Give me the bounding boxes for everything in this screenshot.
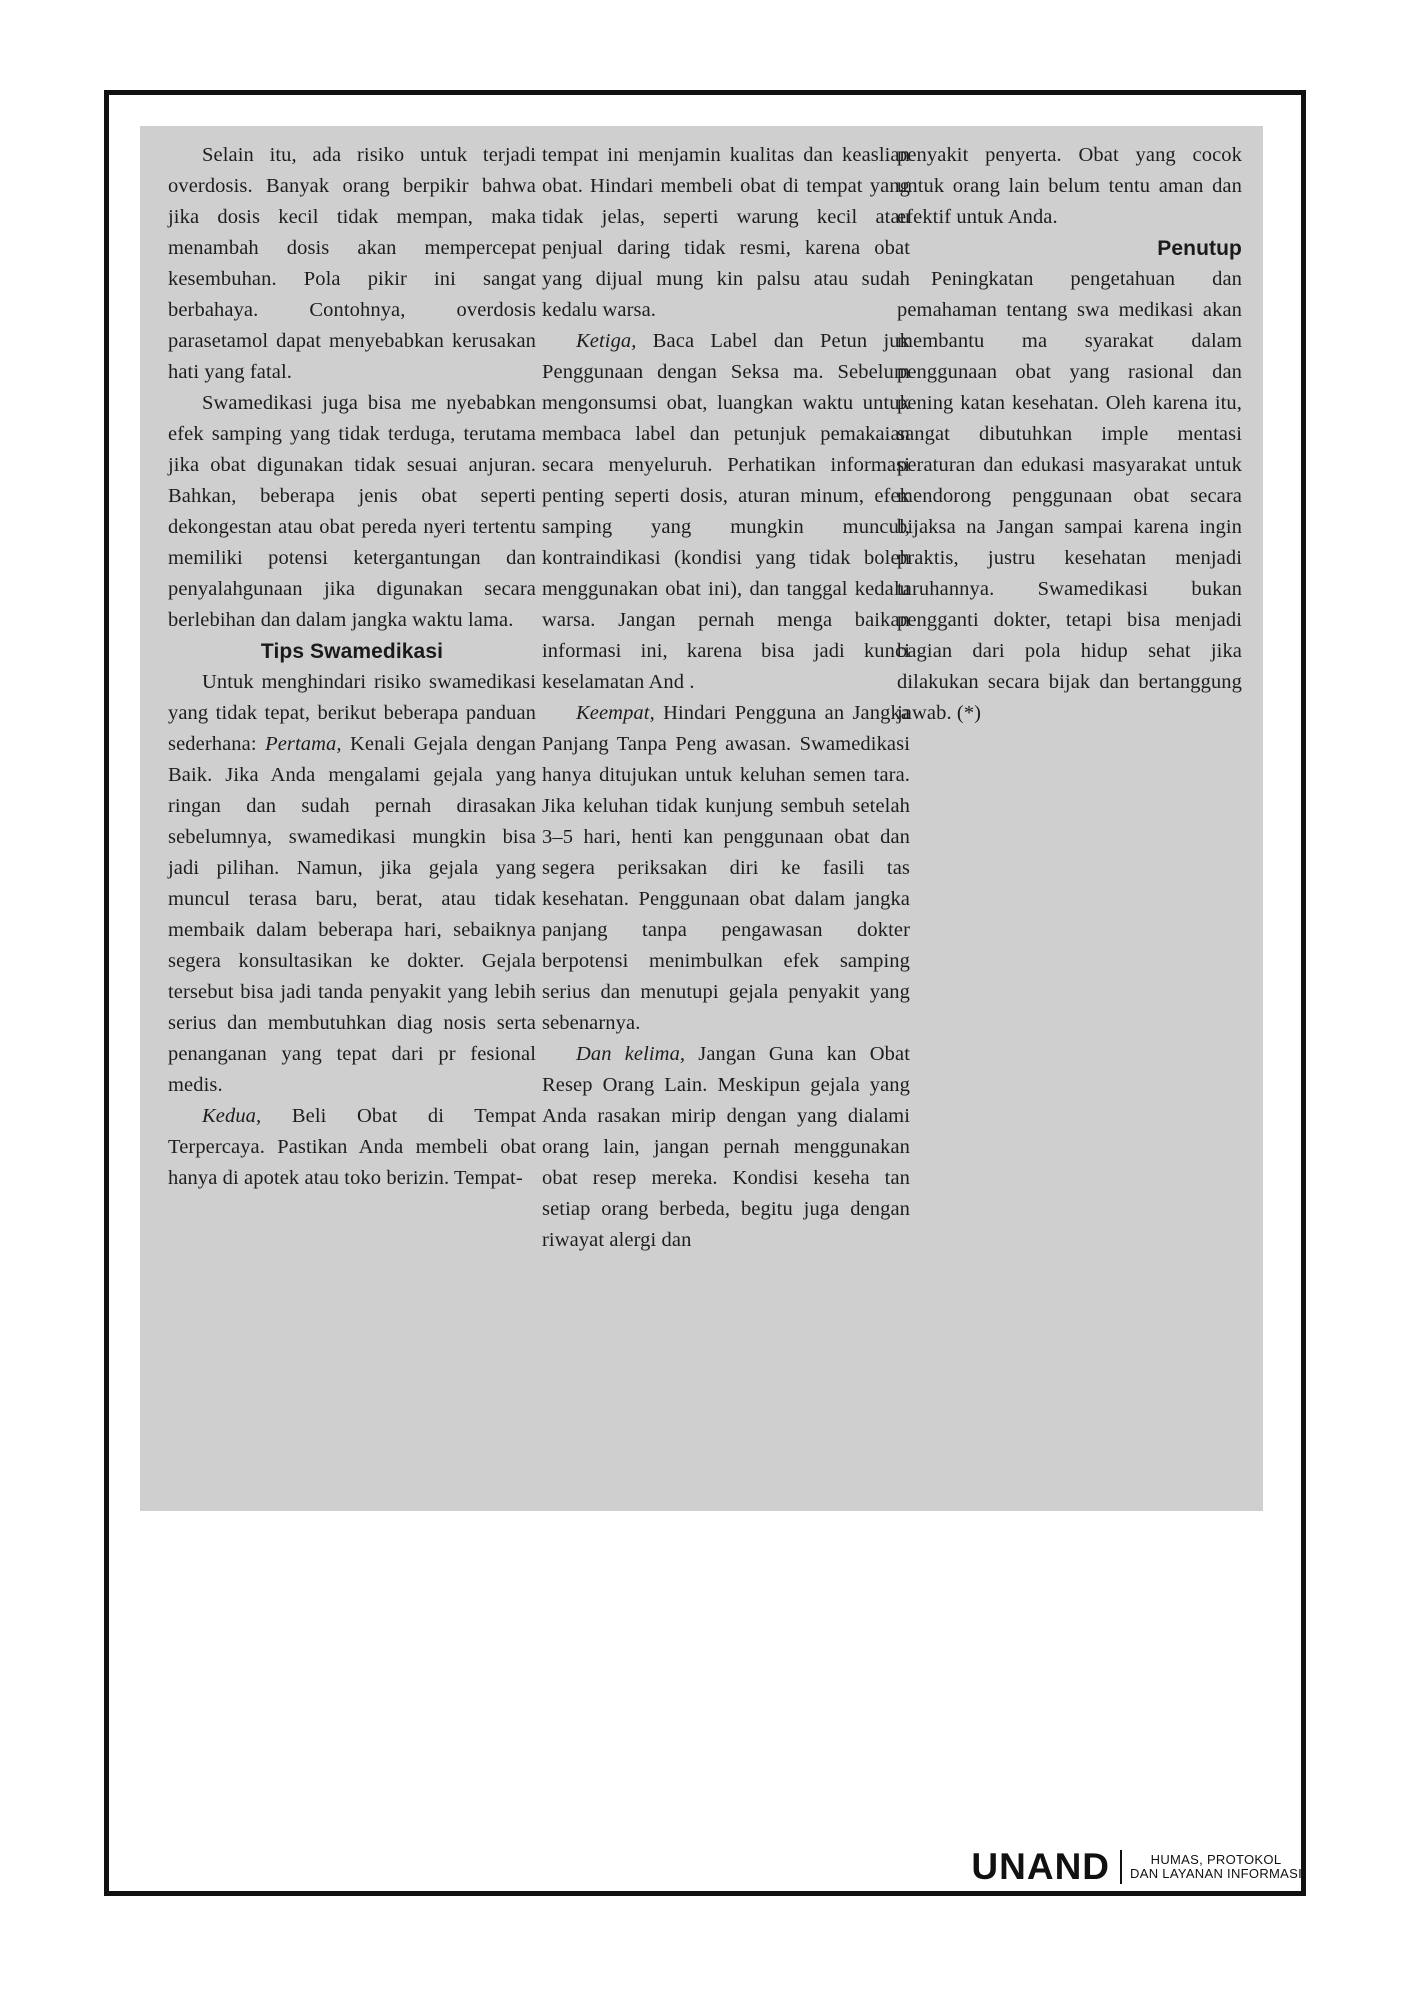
logo-wordmark: UNAND [971,1846,1111,1887]
paragraph: Peningkatan pengetahuan dan pemahaman tentang swa medikasi akan membantu ma syarakat dalam penggunaan obat yang rasional dan pening katan kesehatan. Oleh karena itu, sangat dibutuhkan imple mentasi peraturan dan edukasi masyarakat untuk mendorong penggunaan obat secara bijaksa na Jangan sampai karena ingin praktis, justru kesehatan menjadi taruhannya. Swamedikasi bukan pengganti dokter, tetapi bisa menjadi bagian dari pola hidup sehat jika dilakukan secara bijak dan bertanggung jawab. (*) [897,268,1242,724]
paragraph [168,667,536,1101]
paragraph [542,1039,910,1256]
section-heading-penutup: Penutup [1157,237,1242,260]
paragraph-lead-italic: Kedua, [202,1105,262,1127]
paragraph: Selain itu, ada risiko untuk terjadi overdosis. Banyak orang berpikir bahwa jika dosis kecil tidak mempan, maka menambah dosis akan mempercepat kesembuhan. Pola pikir ini sangat berbahaya. Contohnya, overdosis parasetamol dapat menyebabkan kerusakan hati yang fatal. [168,144,536,383]
paragraph: tempat ini menjamin kualitas dan keaslian obat. Hindari membeli obat di tempat yang tidak jelas, seperti warung kecil atau penjual daring tidak resmi, karena obat yang dijual mung kin palsu atau sudah kedalu warsa. [542,144,910,321]
newspaper-clipping [140,126,1263,1511]
logo-divider [1120,1850,1122,1884]
paragraph: penyakit penyerta. Obat yang cocok untuk orang lain belum tentu aman dan efektif untuk Anda. [897,144,1242,228]
paragraph-text: Beli Obat di Tempat Terpercaya. Pastikan Anda membeli obat hanya di apotek atau toko berizin. Tempat- [168,1105,536,1189]
paragraph-text: Jangan Guna kan Obat Resep Orang Lain. Meskipun gejala yang Anda rasakan mirip dengan yang dialami orang lain, jangan pernah menggunakan obat resep mereka. Kondisi keseha tan setiap orang berbeda, begitu juga dengan riwayat alergi dan [542,1043,910,1251]
article-column-2 [542,140,910,1256]
logo-subtitle-line-2: DAN LAYANAN INFORMASI [1130,1866,1302,1881]
article-column-3 [897,140,1242,729]
paragraph [168,1101,536,1194]
unand-logo [971,1848,1302,1886]
logo-subtitle-line-1: HUMAS, PROTOKOL [1150,1852,1282,1867]
paragraph-lead-italic: Pertama, [265,733,342,755]
paragraph-text: Hindari Pengguna an Jangka Panjang Tanpa Peng awasan. Swamedikasi hanya ditujukan untuk keluhan semen tara. Jika keluhan tidak kunjung sembuh setelah 3–5 hari, henti kan penggunaan obat dan segera periksakan diri ke fasili tas kesehatan. Penggunaan obat dalam jangka panjang tanpa pengawasan dokter berpotensi menimbulkan efek samping serius dan menutupi gejala penyakit yang sebenarnya. [542,702,910,1034]
paragraph-lead-italic: Keempat, [576,702,655,724]
paragraph-text: Untuk menghindari risiko swamedikasi yang tidak tepat, berikut beberapa panduan sederhana: [168,671,536,755]
paragraph [542,698,910,1039]
article-column-1 [168,140,536,1194]
paragraph-lead-italic: Dan kelima, [576,1043,686,1065]
paragraph-lead-italic: Ketiga, [576,330,637,352]
paragraph-text: Kenali Gejala dengan Baik. Jika Anda mengalami gejala yang ringan dan sudah pernah dirasakan sebelumnya, swamedikasi mungkin bisa jadi pilihan. Namun, jika gejala yang muncul terasa baru, berat, atau tidak membaik dalam beberapa hari, sebaiknya segera konsultasikan ke dokter. Gejala tersebut bisa jadi tanda penyakit yang lebih serius dan membutuhkan diag nosis serta penanganan yang tepat dari pr fesional medis. [168,733,536,1096]
logo-subtitle [1130,1853,1302,1881]
paragraph [542,326,910,698]
section-heading-tips: Tips Swamedikasi [260,640,444,663]
paragraph: Swamedikasi juga bisa me nyebabkan efek samping yang tidak terduga, terutama jika obat digunakan tidak sesuai anjuran. Bahkan, beberapa jenis obat seperti dekongestan atau obat pereda nyeri tertentu memiliki potensi ketergantungan dan penyalahgunaan jika digunakan secara berlebihan dan dalam jangka waktu lama. [168,392,536,631]
paragraph-text: Baca Label dan Petun juk Penggunaan dengan Seksa ma. Sebelum mengonsumsi obat, luangkan waktu untuk membaca label dan petunjuk pemakaian secara menyeluruh. Perhatikan informasi penting seperti dosis, aturan minum, efek samping yang mungkin muncul, kontraindikasi (kondisi yang tidak boleh menggunakan obat ini), dan tanggal kedalu warsa. Jangan pernah menga baikan informasi ini, karena bisa jadi kunci keselamatan And . [542,330,910,693]
